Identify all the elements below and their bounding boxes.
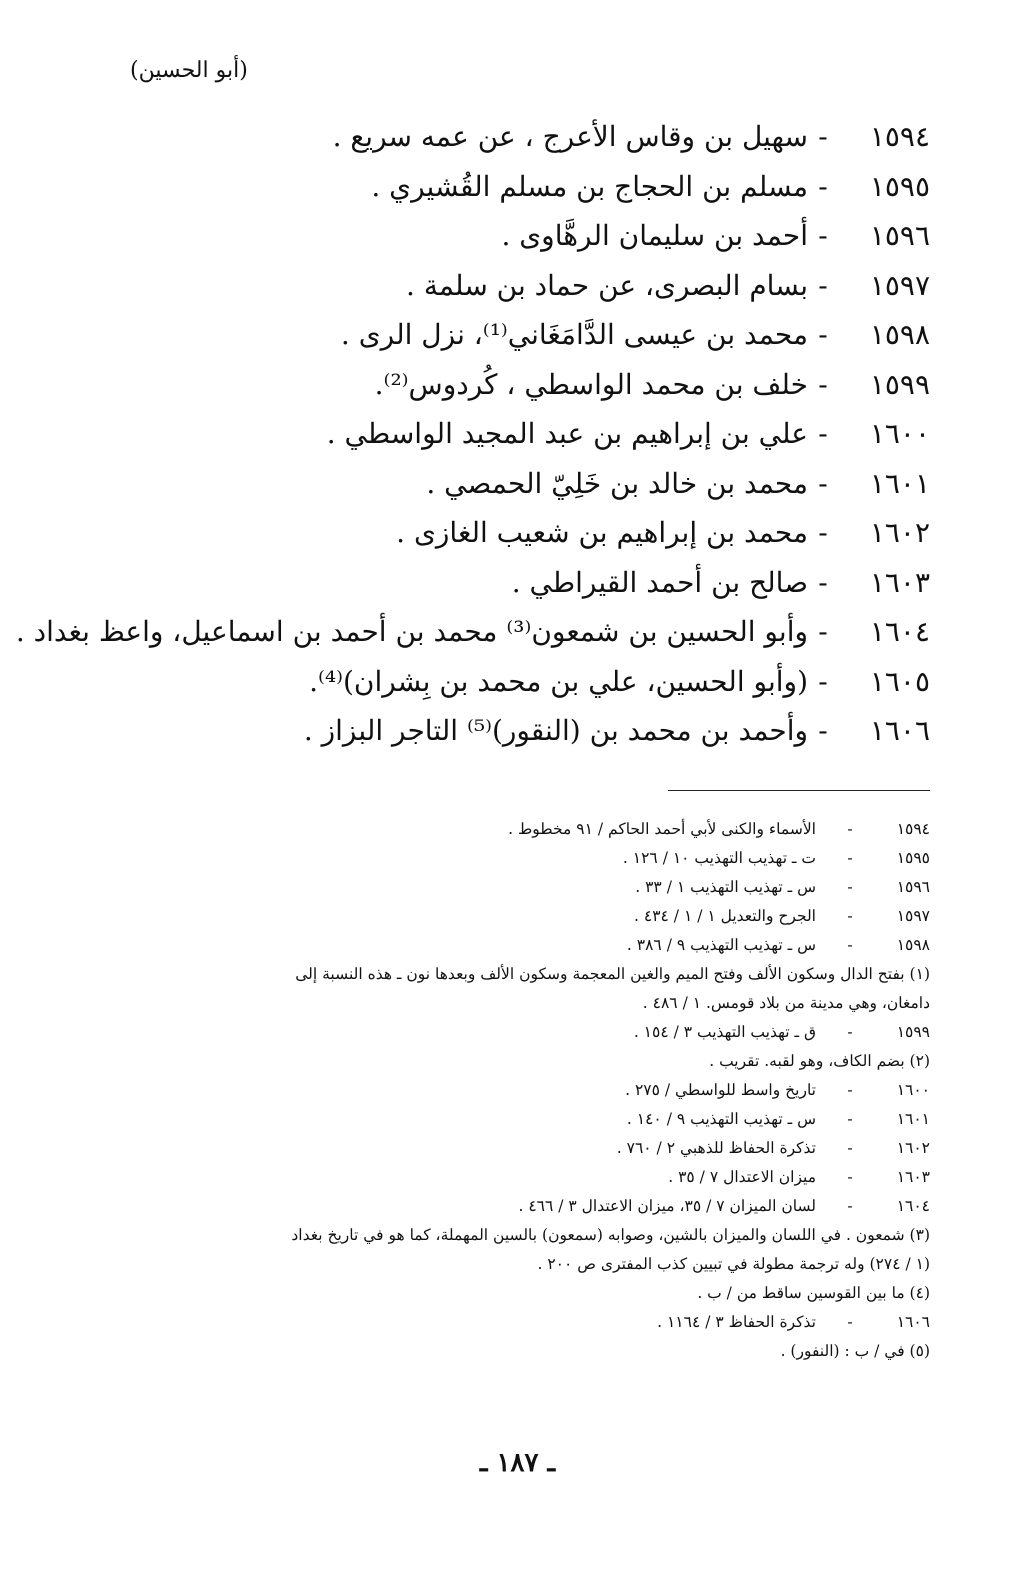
entries-list xyxy=(15,112,930,756)
footnote-number: ١٥٩٧ xyxy=(896,906,930,925)
footnote-row xyxy=(130,1220,930,1249)
entry-text: (وأبو الحسين، علي بن محمد بن بِشران)⁽⁴⁾. xyxy=(309,664,808,698)
footnote-dash: - xyxy=(847,819,853,838)
footnote-row xyxy=(130,1075,930,1104)
footnote-text: تذكرة الحفاظ للذهبي ٢ / ٧٦٠ . xyxy=(616,1138,816,1157)
entry-row xyxy=(140,657,930,707)
footnote-text: (٤) ما بين القوسين ساقط من / ب . xyxy=(697,1283,930,1302)
footnote-dash: - xyxy=(847,877,853,896)
footnote-dash: - xyxy=(847,1138,853,1157)
running-header: (أبو الحسين) xyxy=(130,58,248,83)
entry-number: ١٥٩٩ xyxy=(869,367,930,401)
entry-dash: - xyxy=(818,466,828,500)
footnote-number: ١٥٩٩ xyxy=(896,1022,930,1041)
entry-row xyxy=(140,261,930,311)
entry-text: سهيل بن وقاس الأعرج ، عن عمه سريع . xyxy=(332,120,808,154)
entry-text: محمد بن خالد بن خَلِيّ الحمصي . xyxy=(426,466,808,500)
footnote-dash: - xyxy=(847,906,853,925)
footnotes-list xyxy=(130,814,930,1365)
footnote-dash: - xyxy=(847,848,853,867)
entry-row xyxy=(140,508,930,558)
entry-dash: - xyxy=(818,565,828,599)
entry-text: أحمد بن سليمان الرهَّاوى . xyxy=(501,219,808,253)
entry-text: مسلم بن الحجاج بن مسلم القُشيري . xyxy=(371,169,808,203)
footnote-dash: - xyxy=(847,1196,853,1215)
footnote-dash: - xyxy=(847,1312,853,1331)
footnote-text: (٢) بضم الكاف، وهو لقبه. تقريب . xyxy=(709,1051,930,1070)
footnote-number: ١٥٩٦ xyxy=(896,877,930,896)
footnote-row xyxy=(130,959,930,988)
entry-row xyxy=(140,162,930,212)
footnote-row xyxy=(130,843,930,872)
footnote-text: دامغان، وهي مدينة من بلاد قومس. ١ / ٤٨٦ . xyxy=(642,993,930,1012)
entry-number: ١٦٠٢ xyxy=(869,516,930,550)
entry-dash: - xyxy=(818,120,828,154)
entry-row xyxy=(140,112,930,162)
footnote-row xyxy=(130,1191,930,1220)
footnote-text: (٣) شمعون . في اللسان والميزان بالشين، وصوابه (سمعون) بالسين المهملة، كما هو في تاريخ بغداد xyxy=(291,1225,930,1244)
footnote-text: (٥) في / ب : (النفور) . xyxy=(780,1341,930,1360)
footnote-text: س ـ تهذيب التهذيب ١ / ٣٣ . xyxy=(635,877,816,896)
footnote-row xyxy=(130,814,930,843)
entry-number: ١٥٩٦ xyxy=(869,219,930,253)
footnote-number: ١٥٩٥ xyxy=(896,848,930,867)
entry-row xyxy=(140,706,930,756)
entry-dash: - xyxy=(818,417,828,451)
entry-number: ١٦٠٥ xyxy=(869,664,930,698)
footnote-dash: - xyxy=(847,1167,853,1186)
entry-text: وأبو الحسين بن شمعون⁽³⁾ محمد بن أحمد بن اسماعيل، واعظ بغداد . xyxy=(15,615,808,649)
entry-text: علي بن إبراهيم بن عبد المجيد الواسطي . xyxy=(326,417,808,451)
footnote-number: ١٦٠٦ xyxy=(896,1312,930,1331)
footnote-row xyxy=(130,1249,930,1278)
entry-dash: - xyxy=(818,615,828,649)
footnote-row xyxy=(130,1307,930,1336)
footnote-row xyxy=(130,1162,930,1191)
entry-dash: - xyxy=(818,714,828,748)
entry-dash: - xyxy=(818,318,828,352)
footnote-text: س ـ تهذيب التهذيب ٩ / ٣٨٦ . xyxy=(626,935,816,954)
entry-text: خلف بن محمد الواسطي ، كُردوس⁽²⁾. xyxy=(374,367,808,401)
footnote-text: الأسماء والكنى لأبي أحمد الحاكم / ٩١ مخطوط . xyxy=(508,819,816,838)
entry-dash: - xyxy=(818,169,828,203)
entry-number: ١٦٠٦ xyxy=(869,714,930,748)
footnote-text: لسان الميزان ٧ / ٣٥، ميزان الاعتدال ٣ / ٤٦٦ . xyxy=(518,1196,816,1215)
footnote-number: ١٦٠١ xyxy=(896,1109,930,1128)
entry-number: ١٦٠١ xyxy=(869,466,930,500)
footnote-row xyxy=(130,1278,930,1307)
footnote-text: س ـ تهذيب التهذيب ٩ / ١٤٠ . xyxy=(626,1109,816,1128)
footnote-number: ١٦٠٣ xyxy=(896,1167,930,1186)
footnote-number: ١٥٩٨ xyxy=(896,935,930,954)
footnote-row xyxy=(130,872,930,901)
footnote-row xyxy=(130,1046,930,1075)
footnote-row xyxy=(130,1104,930,1133)
entry-dash: - xyxy=(818,268,828,302)
entry-number: ١٦٠٣ xyxy=(869,565,930,599)
footnote-number: ١٥٩٤ xyxy=(896,819,930,838)
entry-number: ١٦٠٠ xyxy=(869,417,930,451)
entry-number: ١٥٩٥ xyxy=(869,169,930,203)
entry-row xyxy=(140,558,930,608)
page-number: ـ ١٨٧ ـ xyxy=(479,1448,556,1478)
entry-number: ١٥٩٤ xyxy=(869,120,930,154)
footnote-divider xyxy=(668,790,930,791)
footnote-row xyxy=(130,1336,930,1365)
entry-dash: - xyxy=(818,664,828,698)
footnote-row xyxy=(130,1133,930,1162)
footnote-row xyxy=(130,901,930,930)
footnote-text: (١ / ٢٧٤) وله ترجمة مطولة في تبيين كذب المفترى ص ٢٠٠ . xyxy=(537,1254,930,1273)
footnote-dash: - xyxy=(847,935,853,954)
footnote-text: تذكرة الحفاظ ٣ / ١١٦٤ . xyxy=(657,1312,816,1331)
entry-number: ١٥٩٨ xyxy=(869,318,930,352)
footnote-row xyxy=(130,930,930,959)
entry-row xyxy=(140,211,930,261)
entry-row xyxy=(140,360,930,410)
entry-text: بسام البصرى، عن حماد بن سلمة . xyxy=(406,268,808,302)
entry-text: صالح بن أحمد القيراطي . xyxy=(511,565,808,599)
footnote-dash: - xyxy=(847,1109,853,1128)
entry-text: محمد بن عيسى الدَّامَغَاني⁽¹⁾، نزل الرى . xyxy=(340,318,808,352)
footnote-text: (١) بفتح الدال وسكون الألف وفتح الميم والغين المعجمة وسكون الألف وبعدها نون ـ هذه النسبة إلى xyxy=(295,964,930,983)
footnote-text: الجرح والتعديل ١ / ١ / ٤٣٤ . xyxy=(634,906,816,925)
entry-row xyxy=(15,607,930,657)
footnote-row xyxy=(130,1017,930,1046)
entry-row xyxy=(140,409,930,459)
footnote-text: ق ـ تهذيب التهذيب ٣ / ١٥٤ . xyxy=(633,1022,816,1041)
entry-dash: - xyxy=(818,516,828,550)
footnote-number: ١٦٠٢ xyxy=(896,1138,930,1157)
footnote-text: ميزان الاعتدال ٧ / ٣٥ . xyxy=(668,1167,816,1186)
footnote-number: ١٦٠٤ xyxy=(896,1196,930,1215)
footnote-dash: - xyxy=(847,1080,853,1099)
entry-text: وأحمد بن محمد بن (النقور)⁽⁵⁾ التاجر البزاز . xyxy=(303,714,808,748)
entry-row xyxy=(140,459,930,509)
entry-text: محمد بن إبراهيم بن شعيب الغازى . xyxy=(396,516,808,550)
footnote-text: ت ـ تهذيب التهذيب ١٠ / ١٢٦ . xyxy=(622,848,816,867)
footnote-dash: - xyxy=(847,1022,853,1041)
entry-row xyxy=(140,310,930,360)
footnote-row xyxy=(130,988,930,1017)
entry-dash: - xyxy=(818,367,828,401)
entry-dash: - xyxy=(818,219,828,253)
footnote-text: تاريخ واسط للواسطي / ٢٧٥ . xyxy=(625,1080,816,1099)
footnote-number: ١٦٠٠ xyxy=(896,1080,930,1099)
entry-number: ١٥٩٧ xyxy=(869,268,930,302)
entry-number: ١٦٠٤ xyxy=(869,615,930,649)
